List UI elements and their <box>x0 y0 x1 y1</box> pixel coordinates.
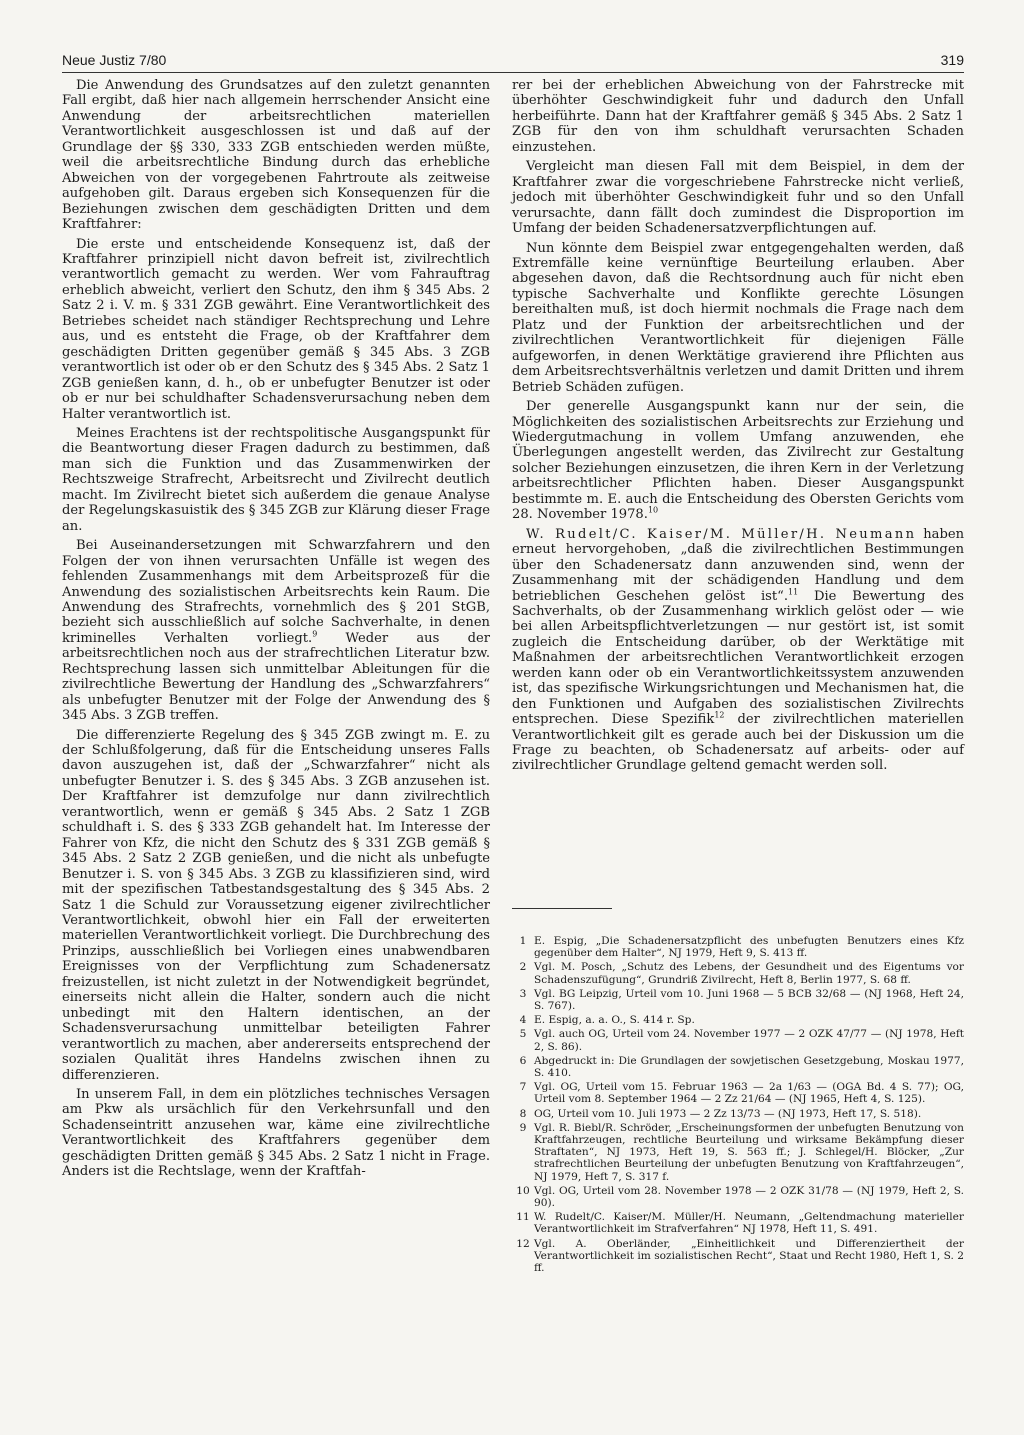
paragraph: In unserem Fall, in dem ein plötzliches technisches Versagen am Pkw als ursächlich für den Verkehrsunfall und den Schadenseintritt anzusehen war, käme eine zivilrechtliche Verantwortlichkeit des Kraftfahrers gegenüber dem geschädigten Dritten gemäß § 345 Abs. 2 Satz 1 nicht in Frage. Anders ist die Rechtslage, wenn der Kraftfah- <box>62 1087 490 1180</box>
footnote-ref: 12 <box>714 710 725 720</box>
footnote-number: 11 <box>516 1211 530 1224</box>
footnote-text: E. Espig, „Die Schadenersatzpflicht des unbefugten Benutzers eines Kfz gegenüber dem Halter“, NJ 1979, Heft 9, S. 413 ff. <box>534 935 964 960</box>
footnote-item <box>512 1122 964 1183</box>
footnote-number: 1 <box>519 935 527 947</box>
footnote-ref: 11 <box>788 587 799 597</box>
paragraph: Meines Erachtens ist der rechtspolitische Ausgangspunkt für die Beantwortung dieser Fragen dadurch zu bestimmen, daß man sich die Funktion und das Zusammenwirken der Rechtszweige Strafrecht, Arbeitsrecht und Zivilrecht deutlich macht. Im Zivilrecht bietet sich außerdem die genaue Analyse der Regelungskasuistik des § 345 ZGB zur Klärung dieser Frage an. <box>62 425 490 534</box>
footnote-text: E. Espig, a. a. O., S. 414 r. Sp. <box>534 1014 695 1027</box>
footnote-number: 3 <box>519 987 527 1000</box>
page-header <box>62 50 964 73</box>
footnote-item <box>512 961 964 985</box>
footnote-text: Vgl. BG Leipzig, Urteil vom 10. Juni 1968 — 5 BCB 32/68 — (NJ 1968, Heft 24, S. 767). <box>534 987 964 1013</box>
paragraph: Nun könnte dem Beispiel zwar entgegengehalten werden, daß Extremfälle keine vernünftige Beurteilung erlauben. Aber abgesehen davon, daß die Rechtsordnung auch für nicht eben typische Sachverhalte und Konflikte gerechte Lösungen bereithalten muß, ist doch hiermit nochmals die Frage nach dem Platz und der Funktion der arbeitsrechtlichen und der zivilrechtlichen Verantwortlichkeit für diejenigen Fälle aufgeworfen, in denen Werktätige gravierend ihre Pflichten aus dem Arbeitsrechtsverhältnis verletzen und damit Dritten und ihrem Betrieb Schäden zufügen. <box>512 240 964 395</box>
footnote-number: 5 <box>519 1028 527 1041</box>
paragraph-text: Die Bewertung des Sachverhalts, ob der Zusammenhang wirklich gelöst oder — wie bei allen Arbeitspflichtverletzungen — nur gestört ist, ist somit zugleich die Entscheidung darüber, ob der Werktätige mit Maßnahmen der arbeitsrechtlichen Verantwortlichkeit erzogen werden kann oder ob ein Verantwortlichkeitssystem anzuwenden ist, das spezifische Wirkungsrichtungen und Mechanismen hat, die den Funktionen und Aufgaben des sozialistischen Zivilrechts entsprechen. Diese Spezifik <box>512 588 964 728</box>
author-names: W. Rudelt/C. Kaiser/M. Müller/H. Neumann <box>526 526 917 542</box>
paragraph <box>512 399 964 523</box>
footnote-text: W. Rudelt/C. Kaiser/M. Müller/H. Neumann, „Geltendmachung materieller Verantwortlichkeit im Strafverfahren“ NJ 1978, Heft 11, S. 491. <box>534 1211 964 1236</box>
footnote-text: Vgl. A. Oberländer, „Einheitlichkeit und Differenziertheit der Verantwortlichkeit im sozialistischen Recht“, Staat und Recht 1980, Heft 1, S. 2 ff. <box>534 1237 964 1275</box>
paragraph-text: Der generelle Ausgangspunkt kann nur der sein, die Möglichkeiten des sozialistischen Arbeitsrechts zur Erziehung und Wiedergutmachung in vollem Umfang anzuwenden, ehe Überlegungen angestellt werden, das Zivilrecht zur Gestaltung solcher Beziehungen einzusetzen, die ihren Kern in der Verletzung arbeitsrechtlicher Pflichten haben. Dieser Ausgangspunkt bestimmte m. E. auch die Entscheidung des Obersten Gerichts vom 28. November 1978. <box>512 399 964 523</box>
paragraph: Vergleicht man diesen Fall mit dem Beispiel, in dem der Kraftfahrer zwar die vorgeschriebene Fahrstrecke nicht verließ, jedoch mit überhöhter Geschwindigkeit fuhr und so den Unfall verursachte, dann fällt doch zumindest die Disproportion im Umfang der beiden Schadenersatzverpflichtungen auf. <box>512 159 964 237</box>
footnote-item <box>512 988 964 1012</box>
paragraph <box>512 527 964 774</box>
footnote-item <box>512 1108 964 1120</box>
footnote-text: Vgl. OG, Urteil vom 28. November 1978 — 2 OZK 31/78 — (NJ 1979, Heft 2, S. 90). <box>534 1184 964 1210</box>
footnote-number: 10 <box>516 1184 530 1197</box>
paragraph-text: der zivilrechtlichen materiellen Verantwortlichkeit gilt es gerade auch bei der Diskussion um die Frage zu beachten, ob Schadenersatz auf arbeits- oder auf zivilrechtlicher Grundlage geltend gemacht werden soll. <box>512 712 964 774</box>
paragraph-text: haben erneut hervorgehoben, „daß die zivilrechtlichen Bestimmungen über den Schadenersatz dann anzuwenden sind, wenn der Zusammenhang mit der schädigenden Handlung und dem betrieblichen Geschehen gelöst ist“. <box>512 526 965 604</box>
footnote-text: Vgl. M. Posch, „Schutz des Lebens, der Gesundheit und des Eigentums vor Schadenszufügung“, Grundriß Zivilrecht, Heft 8, Berlin 1977, S. 68 ff. <box>534 961 964 986</box>
right-column <box>512 78 964 778</box>
footnote-item <box>512 1238 964 1275</box>
footnote-ref: 9 <box>312 629 318 639</box>
footnote-number: 6 <box>519 1054 527 1067</box>
footnote-number: 12 <box>516 1237 530 1250</box>
paragraph: Die Anwendung des Grundsatzes auf den zuletzt genannten Fall ergibt, daß hier nach allgemein herrschender Ansicht eine Anwendung der arbeitsrechtlichen materiellen Verantwortlichkeit ausgeschlossen ist und daß auf der Grundlage der §§ 330, 333 ZGB entschieden werden müßte, weil die arbeitsrechtliche Bindung durch das erhebliche Abweichen von der vorgegebenen Fahrtroute als zeitweise aufgehoben gilt. Daraus ergeben sich Konsequenzen für die Beziehungen zwischen dem geschädigten Dritten und dem Kraftfahrer: <box>62 78 490 233</box>
left-column <box>62 78 490 1184</box>
paragraph-text: Bei Auseinandersetzungen mit Schwarzfahrern und den Folgen der von ihnen verursachten Unfälle ist wegen des fehlenden Zusammenhangs mit dem Arbeitsprozeß für die Anwendung des sozialistischen Arbeitsrechts kein Raum. Die Anwendung des Strafrechts, vornehmlich des § 201 StGB, bezieht sich ausschließlich auf solche Sachverhalte, in denen kriminelles Verhalten vorliegt. <box>62 538 490 646</box>
footnote-text: OG, Urteil vom 10. Juli 1973 — 2 Zz 13/73 — (NJ 1973, Heft 17, S. 518). <box>534 1107 922 1120</box>
footnote-text: Abgedruckt in: Die Grundlagen der sowjetischen Gesetzgebung, Moskau 1977, S. 410. <box>534 1054 964 1080</box>
footnote-item <box>512 1014 964 1026</box>
paragraph-text: Weder aus der arbeitsrechtlichen noch aus der strafrechtlichen Literatur bzw. Rechtsprechung lassen sich unmittelbar Ableitungen für die zivilrechtliche Bewertung der Handlung des „Schwarzfahrers“ als unbefugter Benutzer mit der Folge der Anwendung des § 345 Abs. 3 ZGB treffen. <box>62 630 491 724</box>
footnote-number: 7 <box>519 1081 527 1094</box>
footnote-number: 9 <box>519 1121 527 1134</box>
footnote-item <box>512 1211 964 1235</box>
footnote-text: Vgl. R. Biebl/R. Schröder, „Erscheinungsformen der unbefugten Benutzung von Kraftfahrzeugen, rechtliche Beurteilung und wirksame Bekämpfung dieser Straftaten“, NJ 1973, Heft 19, S. 563 ff.; J. Schlegel/H. Blöcker, „Zur strafrechtlichen Beurteilung der unbefugten Benutzung von Kraftfahrzeugen“, NJ 1979, Heft 7, S. 317 f. <box>534 1121 964 1183</box>
footnote-divider <box>512 908 612 909</box>
journal-title: Neue Justiz 7/80 <box>62 52 167 68</box>
paragraph: Die differenzierte Regelung des § 345 ZGB zwingt m. E. zu der Schlußfolgerung, daß für die Entscheidung unseres Falls davon auszugehen ist, daß der „Schwarzfahrer“ nicht als unbefugter Benutzer i. S. des § 345 Abs. 3 ZGB anzusehen ist. Der Kraftfahrer ist demzufolge nur dann zivilrechtlich verantwortlich, wenn er gemäß § 345 Abs. 2 Satz 1 ZGB schuldhaft i. S. des § 333 ZGB gehandelt hat. Im Interesse der Fahrer von Kfz, die nicht den Schutz des § 331 ZGB gemäß § 345 Abs. 2 Satz 2 ZGB genießen, und die nicht als unbefugte Benutzer i. S. von § 345 Abs. 3 ZGB zu klassifizieren sind, wird mit der spezifischen Tatbestandsgestaltung des § 345 Abs. 2 Satz 1 die Schuld zur Voraussetzung eigener zivilrechtlicher Verantwortlichkeit, obwohl hier ein Fall der erweiterten materiellen Verantwortlichkeit vorliegt. Die Durchbrechung des Prinzips, ausschließlich bei Vorliegen eines unabwendbaren Ereignisses von der Verpflichtung zum Schadenersatz freizustellen, ist nicht zuletzt in der Notwendigkeit begründet, einerseits nicht allein die Halter, sondern auch die nicht unbedingt mit den Haltern identischen, an der Schadensverursachung unmittelbar beteiligten Fahrer verantwortlich zu machen, aber andererseits entsprechend der sozialen Qualität ihres Handelns zwischen ihnen zu differenzieren. <box>62 727 490 1083</box>
footnote-item <box>512 935 964 959</box>
footnote-item <box>512 1081 964 1105</box>
footnote-number: 2 <box>519 961 527 974</box>
footnote-number: 4 <box>519 1014 527 1027</box>
footnote-text: Vgl. OG, Urteil vom 15. Februar 1963 — 2a 1/63 — (OGA Bd. 4 S. 77); OG, Urteil vom 8. September 1964 — 2 Zz 21/64 — (NJ 1965, Heft 4, S. 125). <box>534 1081 964 1106</box>
footnote-item <box>512 1185 964 1209</box>
footnote-ref: 10 <box>647 505 659 515</box>
page-number: 319 <box>940 52 964 68</box>
footnote-text: Vgl. auch OG, Urteil vom 24. November 1977 — 2 OZK 47/77 — (NJ 1978, Heft 2, S. 86). <box>534 1028 964 1053</box>
paragraph <box>62 538 490 723</box>
footnote-item <box>512 1028 964 1052</box>
footnote-item <box>512 1055 964 1079</box>
footnotes <box>512 935 964 1276</box>
paragraph: rer bei der erheblichen Abweichung von der Fahrstrecke mit überhöhter Geschwindigkeit fuhr und dadurch den Unfall herbeiführte. Dann hat der Kraftfahrer gemäß § 345 Abs. 2 Satz 1 ZGB für den von ihm schuldhaft verursachten Schaden einzustehen. <box>512 78 964 155</box>
paragraph: Die erste und entscheidende Konsequenz ist, daß der Kraftfahrer prinzipiell nicht davon befreit ist, zivilrechtlich verantwortlich gemacht zu werden. Wer vom Fahrauftrag erheblich abweicht, verliert den Schutz, den ihm § 345 Abs. 2 Satz 2 i. V. m. § 331 ZGB gewährt. Eine Verantwortlichkeit des Betriebes scheidet nach ständiger Rechtsprechung und Lehre aus, und es entsteht die Frage, ob der Kraftfahrer dem geschädigten Dritten gegenüber gemäß § 345 Abs. 3 ZGB verantwortlich ist oder ob er den Schutz des § 345 Abs. 2 Satz 1 ZGB genießen kann, d. h., ob er unbefugter Benutzer ist oder ob er nur bei schuldhafter Schadensverursachung neben dem Halter verantwortlich ist. <box>62 236 490 422</box>
footnote-number: 8 <box>519 1107 527 1120</box>
